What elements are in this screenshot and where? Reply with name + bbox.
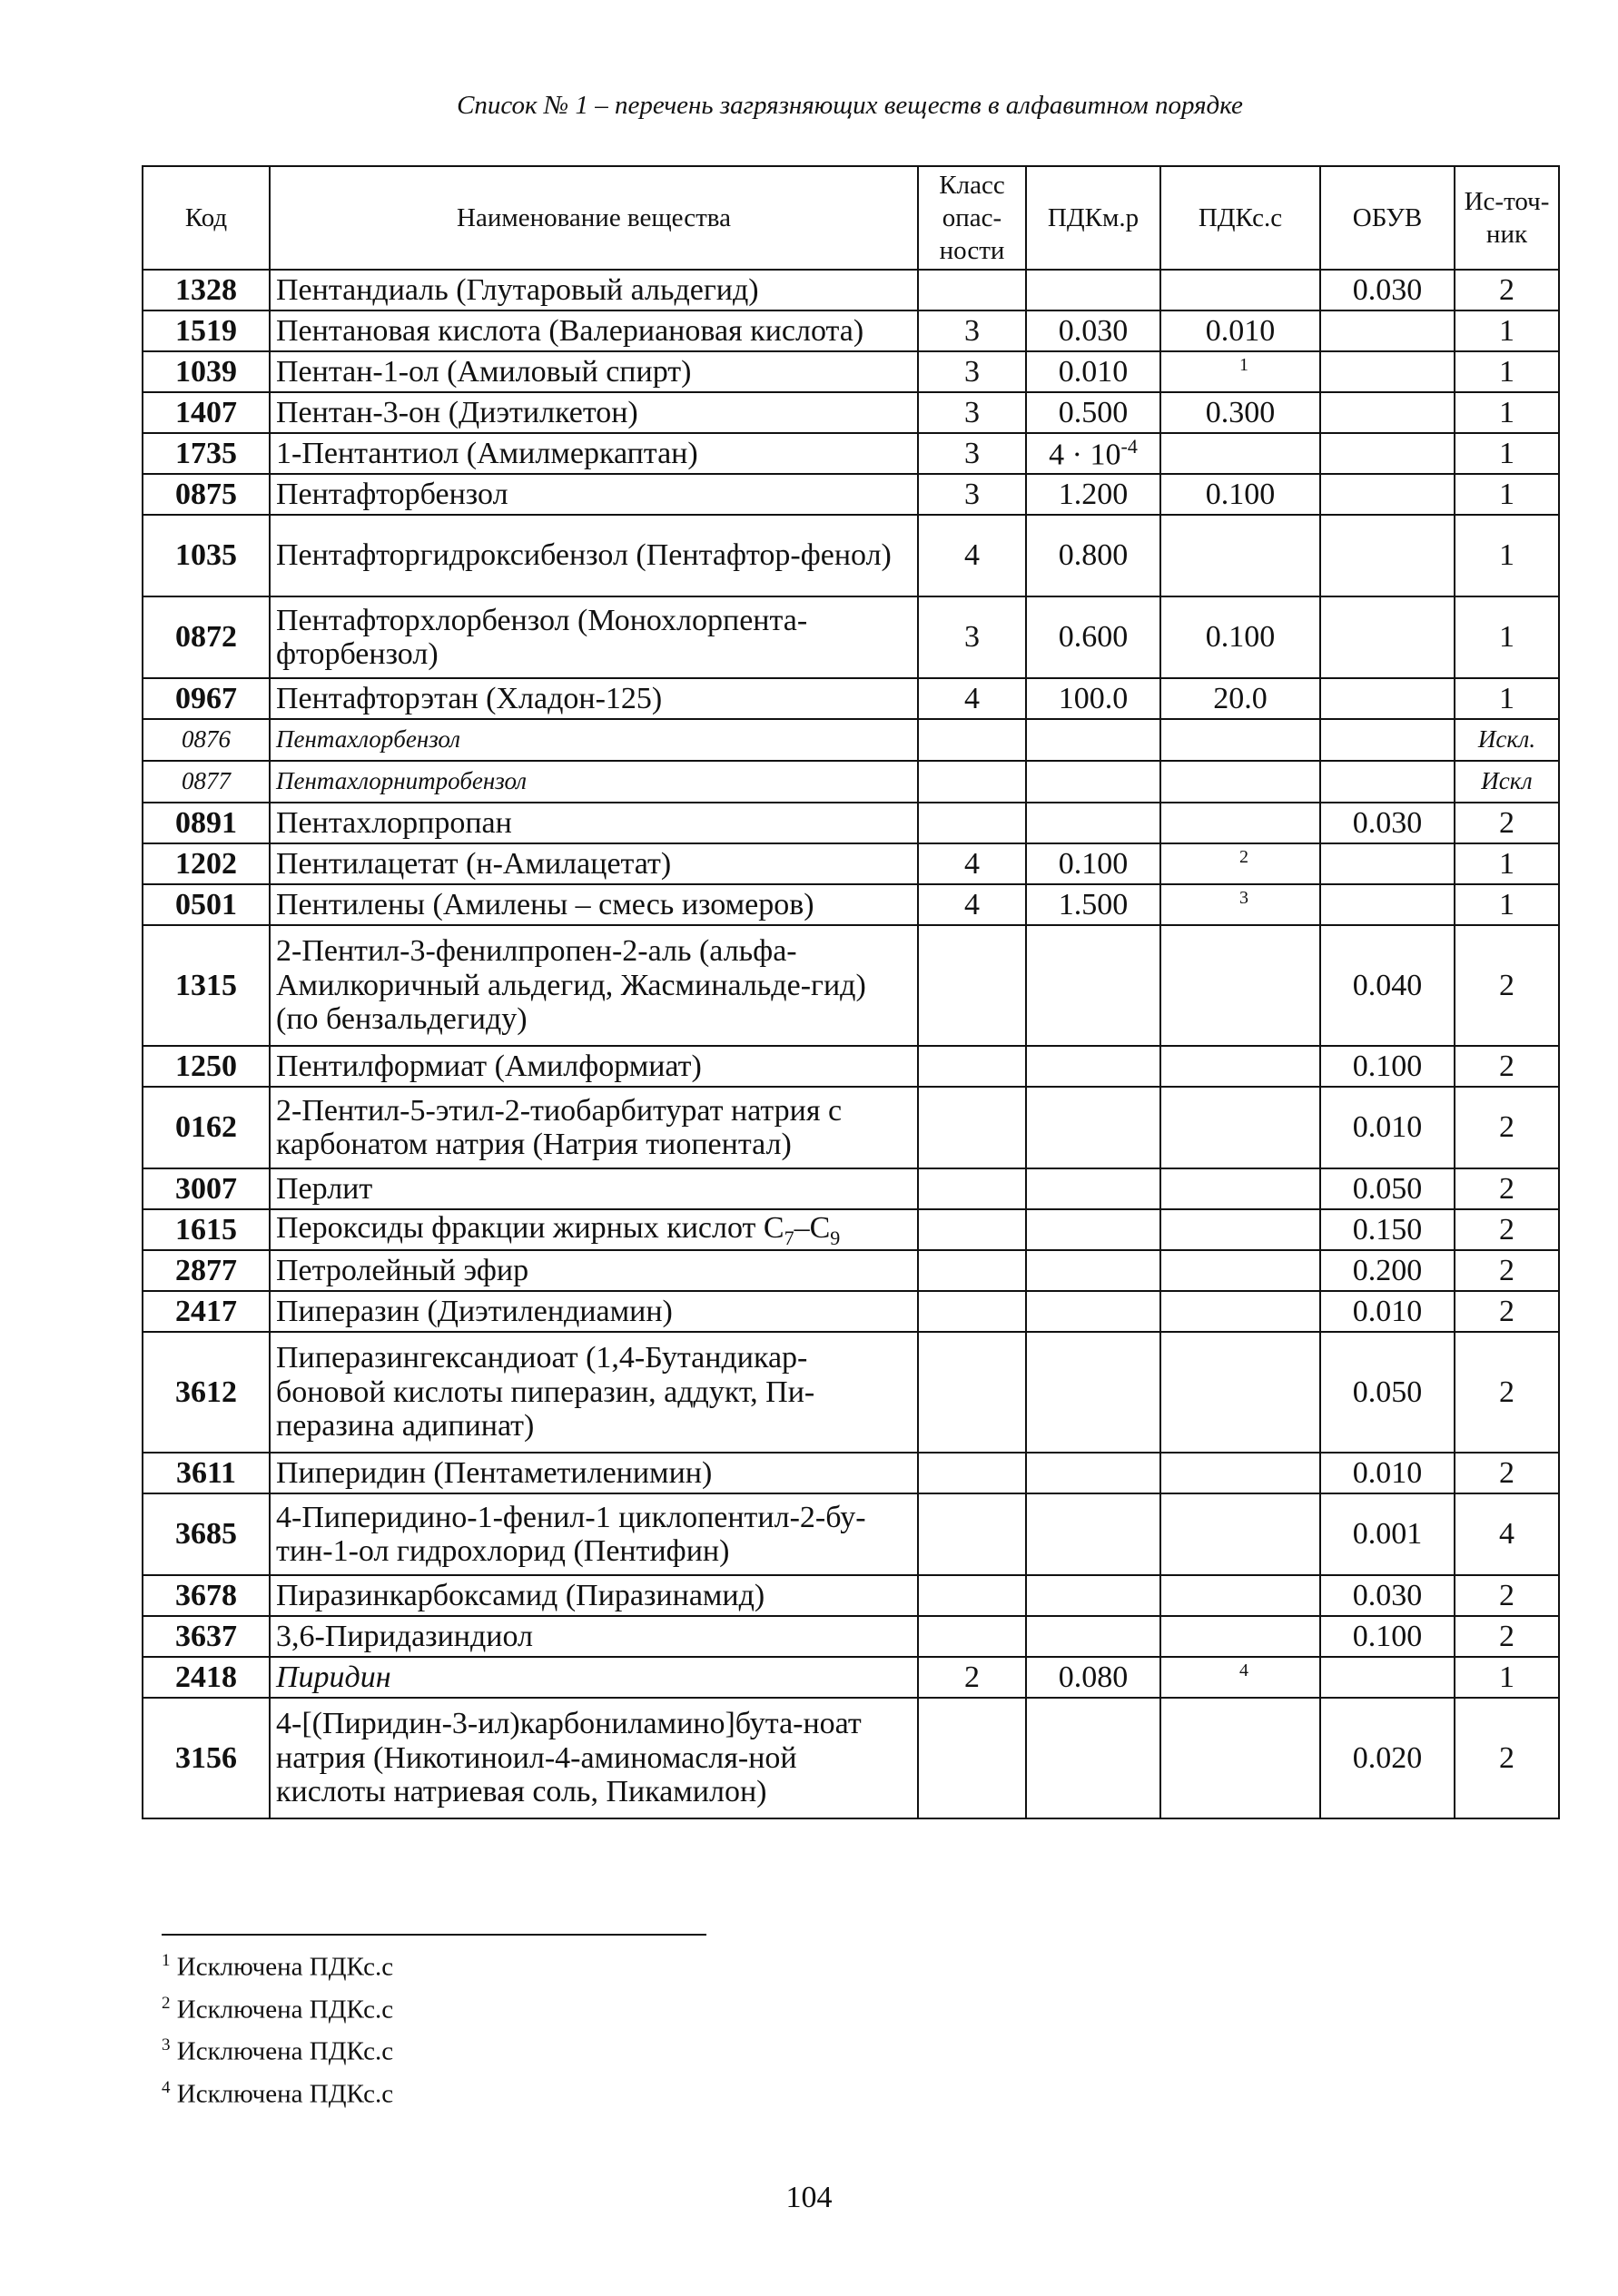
cell-code: 1039 (143, 351, 270, 392)
cell-pdk-ss (1160, 1250, 1320, 1291)
cell-source: 1 (1455, 1657, 1559, 1698)
cell-code: 2418 (143, 1657, 270, 1698)
cell-code: 1615 (143, 1209, 270, 1250)
cell-obuv: 0.030 (1320, 1575, 1455, 1616)
cell-name: 4-[(Пиридин-3-ил)карбониламино]бута-ноат натрия (Никотиноил-4-аминомасля-ной кислоты натриевая соль, Пикамилон) (270, 1698, 918, 1818)
cell-code: 1315 (143, 925, 270, 1046)
cell-source: 2 (1455, 1698, 1559, 1818)
cell-source: 2 (1455, 1250, 1559, 1291)
cell-code: 0875 (143, 474, 270, 515)
cell-obuv: 0.010 (1320, 1087, 1455, 1168)
cell-name: Пентилены (Амилены – смесь изомеров) (270, 884, 918, 925)
cell-code: 3611 (143, 1453, 270, 1493)
cell-hazard-class: 4 (918, 515, 1026, 596)
cell-pdk-ss: 0.010 (1160, 310, 1320, 351)
cell-obuv (1320, 310, 1455, 351)
cell-source: 2 (1455, 1332, 1559, 1453)
cell-obuv (1320, 474, 1455, 515)
cell-pdk-mr (1026, 1291, 1160, 1332)
footnote (162, 2027, 393, 2070)
table-row (143, 596, 1559, 678)
cell-hazard-class (918, 719, 1026, 761)
table-row (143, 925, 1559, 1046)
cell-source: 1 (1455, 678, 1559, 719)
cell-hazard-class (918, 761, 1026, 803)
cell-code: 0877 (143, 761, 270, 803)
cell-obuv: 0.030 (1320, 270, 1455, 310)
substances-table (142, 165, 1560, 1819)
cell-pdk-mr (1026, 1250, 1160, 1291)
cell-code: 0891 (143, 803, 270, 843)
cell-source: Искл. (1455, 719, 1559, 761)
cell-code: 1035 (143, 515, 270, 596)
pdk-mr-mantissa: 4 · 10 (1049, 437, 1121, 471)
cell-name: Пиперазингександиоат (1,4-Бутандикар-боновой кислоты пиперазин, аддукт, Пи-перазина адипинат) (270, 1332, 918, 1453)
name-subscript: 7 (784, 1226, 794, 1249)
cell-pdk-ss (1160, 1291, 1320, 1332)
footnote (162, 1986, 393, 2028)
cell-hazard-class (918, 1575, 1026, 1616)
cell-source: 1 (1455, 884, 1559, 925)
footnote-ref: 2 (1239, 846, 1248, 867)
cell-name: Пентафторэтан (Хладон-125) (270, 678, 918, 719)
cell-pdk-ss (1160, 1087, 1320, 1168)
table-row (143, 1453, 1559, 1493)
table-row (143, 270, 1559, 310)
cell-source: 2 (1455, 1575, 1559, 1616)
cell-pdk-mr: 0.800 (1026, 515, 1160, 596)
cell-name: Пиразинкарбоксамид (Пиразинамид) (270, 1575, 918, 1616)
table-header-row (143, 166, 1559, 270)
cell-obuv (1320, 596, 1455, 678)
cell-code: 3156 (143, 1698, 270, 1818)
cell-pdk-mr (1026, 1616, 1160, 1657)
cell-name: Пентан-1-ол (Амиловый спирт) (270, 351, 918, 392)
cell-obuv (1320, 1657, 1455, 1698)
header-name: Наименование вещества (270, 166, 918, 270)
cell-source: 2 (1455, 925, 1559, 1046)
cell-hazard-class: 3 (918, 310, 1026, 351)
table-row (143, 515, 1559, 596)
cell-code: 1250 (143, 1046, 270, 1087)
table-row (143, 1168, 1559, 1209)
footnote-ref: 4 (1239, 1660, 1248, 1680)
cell-obuv: 0.150 (1320, 1209, 1455, 1250)
cell-pdk-mr (1026, 925, 1160, 1046)
cell-obuv (1320, 392, 1455, 433)
footnote-divider (162, 1934, 706, 1936)
cell-name: Пиперазин (Диэтилендиамин) (270, 1291, 918, 1332)
cell-name: Пентилацетат (н-Амилацетат) (270, 843, 918, 884)
cell-hazard-class: 3 (918, 474, 1026, 515)
cell-pdk-mr: 0.030 (1026, 310, 1160, 351)
cell-pdk-ss (1160, 1209, 1320, 1250)
cell-pdk-ss (1160, 803, 1320, 843)
cell-hazard-class (918, 1087, 1026, 1168)
header-obuv: ОБУВ (1320, 166, 1455, 270)
cell-obuv: 0.040 (1320, 925, 1455, 1046)
cell-source: 2 (1455, 803, 1559, 843)
table-row (143, 761, 1559, 803)
cell-code: 3612 (143, 1332, 270, 1453)
cell-pdk-mr (1026, 1209, 1160, 1250)
cell-name: 2-Пентил-5-этил-2-тиобарбитурат натрия с карбонатом натрия (Натрия тиопентал) (270, 1087, 918, 1168)
cell-pdk-mr (1026, 270, 1160, 310)
table-row (143, 803, 1559, 843)
cell-obuv (1320, 884, 1455, 925)
cell-code: 1519 (143, 310, 270, 351)
footnote-ref: 1 (1239, 354, 1248, 375)
cell-name: 1-Пентантиол (Амилмеркаптан) (270, 433, 918, 474)
cell-obuv: 0.020 (1320, 1698, 1455, 1818)
cell-source: 2 (1455, 1087, 1559, 1168)
table-row (143, 392, 1559, 433)
cell-obuv (1320, 761, 1455, 803)
footnote-number: 3 (162, 2035, 171, 2055)
cell-hazard-class (918, 1453, 1026, 1493)
cell-name: Пентахлорнитробензол (270, 761, 918, 803)
cell-code: 1328 (143, 270, 270, 310)
cell-code: 2417 (143, 1291, 270, 1332)
cell-hazard-class (918, 1291, 1026, 1332)
cell-code: 3637 (143, 1616, 270, 1657)
cell-pdk-ss (1160, 1657, 1320, 1698)
cell-name: Петролейный эфир (270, 1250, 918, 1291)
cell-name: Пиперидин (Пентаметиленимин) (270, 1453, 918, 1493)
cell-source: Искл (1455, 761, 1559, 803)
cell-name: Пентахлорпропан (270, 803, 918, 843)
cell-code: 0162 (143, 1087, 270, 1168)
cell-name: 4-Пиперидино-1-фенил-1 циклопентил-2-бу-тин-1-ол гидрохлорид (Пентифин) (270, 1493, 918, 1575)
cell-pdk-mr (1026, 1168, 1160, 1209)
table-row (143, 1087, 1559, 1168)
cell-hazard-class (918, 1698, 1026, 1818)
cell-name: 2-Пентил-3-фенилпропен-2-аль (альфа-Амилкоричный альдегид, Жасминальде-гид) (по бензальдегиду) (270, 925, 918, 1046)
cell-pdk-mr (1026, 719, 1160, 761)
cell-name: 3,6-Пиридазиндиол (270, 1616, 918, 1657)
cell-source: 1 (1455, 351, 1559, 392)
cell-name: Пентандиаль (Глутаровый альдегид) (270, 270, 918, 310)
cell-code: 1735 (143, 433, 270, 474)
footnote (162, 2070, 393, 2113)
cell-pdk-ss (1160, 433, 1320, 474)
cell-source: 1 (1455, 392, 1559, 433)
cell-hazard-class: 2 (918, 1657, 1026, 1698)
cell-pdk-ss (1160, 761, 1320, 803)
cell-pdk-ss: 0.100 (1160, 474, 1320, 515)
cell-name: Пентановая кислота (Валериановая кислота) (270, 310, 918, 351)
cell-name (270, 1209, 918, 1250)
footnote-text: Исключена ПДКс.с (176, 1952, 394, 1982)
cell-pdk-ss (1160, 884, 1320, 925)
cell-obuv: 0.050 (1320, 1332, 1455, 1453)
cell-code: 3685 (143, 1493, 270, 1575)
cell-hazard-class (918, 1046, 1026, 1087)
cell-obuv (1320, 351, 1455, 392)
cell-pdk-ss (1160, 270, 1320, 310)
cell-pdk-mr (1026, 433, 1160, 474)
cell-code: 1407 (143, 392, 270, 433)
cell-pdk-mr: 1.200 (1026, 474, 1160, 515)
cell-name: Перлит (270, 1168, 918, 1209)
name-text-mid: –C (794, 1210, 831, 1245)
cell-pdk-mr (1026, 1698, 1160, 1818)
table-row (143, 1493, 1559, 1575)
cell-obuv: 0.030 (1320, 803, 1455, 843)
table-row (143, 351, 1559, 392)
cell-hazard-class: 3 (918, 596, 1026, 678)
cell-pdk-ss (1160, 925, 1320, 1046)
table-row (143, 1616, 1559, 1657)
cell-obuv (1320, 843, 1455, 884)
cell-pdk-ss (1160, 843, 1320, 884)
cell-obuv (1320, 678, 1455, 719)
name-subscript: 9 (830, 1226, 841, 1249)
cell-pdk-mr (1026, 1046, 1160, 1087)
cell-pdk-ss: 0.100 (1160, 596, 1320, 678)
cell-pdk-ss (1160, 515, 1320, 596)
page-number: 104 (785, 2181, 833, 2214)
footnote-number: 2 (162, 1993, 171, 2013)
cell-pdk-mr: 0.500 (1026, 392, 1160, 433)
cell-hazard-class (918, 1209, 1026, 1250)
footnotes (162, 1943, 393, 2113)
cell-obuv: 0.010 (1320, 1291, 1455, 1332)
cell-pdk-mr (1026, 1575, 1160, 1616)
cell-pdk-mr (1026, 1332, 1160, 1453)
cell-source: 2 (1455, 1209, 1559, 1250)
footnote-text: Исключена ПДКс.с (176, 2079, 394, 2109)
cell-code: 0872 (143, 596, 270, 678)
page-title: Список № 1 – перечень загрязняющих веществ в алфавитном порядке (457, 91, 1243, 120)
footnote-number: 1 (162, 1951, 171, 1970)
cell-source: 2 (1455, 1168, 1559, 1209)
cell-source: 1 (1455, 474, 1559, 515)
cell-pdk-ss (1160, 351, 1320, 392)
table-row (143, 433, 1559, 474)
cell-hazard-class: 4 (918, 884, 1026, 925)
cell-name: Пентафторхлорбензол (Монохлорпента-фторбензол) (270, 596, 918, 678)
table-row (143, 843, 1559, 884)
table-row (143, 1291, 1559, 1332)
cell-code: 2877 (143, 1250, 270, 1291)
table-row (143, 1209, 1559, 1250)
cell-hazard-class: 3 (918, 351, 1026, 392)
footnote-text: Исключена ПДКс.с (176, 2036, 394, 2066)
cell-obuv: 0.100 (1320, 1616, 1455, 1657)
cell-source: 2 (1455, 1453, 1559, 1493)
cell-code: 0501 (143, 884, 270, 925)
cell-hazard-class (918, 925, 1026, 1046)
cell-pdk-mr (1026, 1087, 1160, 1168)
table-row (143, 1657, 1559, 1698)
footnote-number: 4 (162, 2077, 171, 2097)
cell-pdk-ss (1160, 1616, 1320, 1657)
cell-source: 2 (1455, 270, 1559, 310)
header-pdk-mr: ПДКм.р (1026, 166, 1160, 270)
cell-source: 1 (1455, 433, 1559, 474)
cell-name: Пентафторбензол (270, 474, 918, 515)
table-row (143, 474, 1559, 515)
cell-pdk-mr: 0.080 (1026, 1657, 1160, 1698)
header-code: Код (143, 166, 270, 270)
table-row (143, 1575, 1559, 1616)
cell-source: 1 (1455, 310, 1559, 351)
cell-obuv: 0.100 (1320, 1046, 1455, 1087)
table-row (143, 1698, 1559, 1818)
cell-pdk-ss (1160, 719, 1320, 761)
table-row (143, 310, 1559, 351)
cell-name: Пиридин (270, 1657, 918, 1698)
table-row (143, 1046, 1559, 1087)
cell-hazard-class: 3 (918, 392, 1026, 433)
table-row (143, 1250, 1559, 1291)
cell-source: 1 (1455, 843, 1559, 884)
cell-pdk-ss (1160, 1168, 1320, 1209)
table-row (143, 719, 1559, 761)
cell-pdk-mr (1026, 803, 1160, 843)
cell-hazard-class (918, 270, 1026, 310)
cell-pdk-ss (1160, 1046, 1320, 1087)
cell-obuv (1320, 433, 1455, 474)
cell-hazard-class (918, 1332, 1026, 1453)
cell-hazard-class (918, 1250, 1026, 1291)
cell-obuv: 0.200 (1320, 1250, 1455, 1291)
cell-pdk-ss: 0.300 (1160, 392, 1320, 433)
header-hazard-class: Класс опас-ности (918, 166, 1026, 270)
cell-hazard-class: 4 (918, 678, 1026, 719)
table-row (143, 1332, 1559, 1453)
cell-code: 1202 (143, 843, 270, 884)
cell-pdk-ss (1160, 1332, 1320, 1453)
cell-source: 2 (1455, 1291, 1559, 1332)
cell-name: Пентилформиат (Амилформиат) (270, 1046, 918, 1087)
cell-source: 1 (1455, 515, 1559, 596)
cell-source: 2 (1455, 1046, 1559, 1087)
cell-pdk-ss: 20.0 (1160, 678, 1320, 719)
table-row (143, 884, 1559, 925)
cell-hazard-class (918, 1168, 1026, 1209)
footnote-text: Исключена ПДКс.с (176, 1995, 394, 2025)
cell-pdk-mr (1026, 1493, 1160, 1575)
footnote-ref: 3 (1239, 887, 1248, 908)
cell-code: 3007 (143, 1168, 270, 1209)
cell-name: Пентафторгидроксибензол (Пентафтор-фенол) (270, 515, 918, 596)
cell-pdk-ss (1160, 1493, 1320, 1575)
cell-obuv: 0.050 (1320, 1168, 1455, 1209)
cell-source: 1 (1455, 596, 1559, 678)
cell-pdk-mr: 0.010 (1026, 351, 1160, 392)
cell-pdk-mr (1026, 1453, 1160, 1493)
cell-pdk-mr: 0.600 (1026, 596, 1160, 678)
cell-pdk-mr: 0.100 (1026, 843, 1160, 884)
cell-pdk-ss (1160, 1453, 1320, 1493)
cell-name: Пентан-3-он (Диэтилкетон) (270, 392, 918, 433)
cell-hazard-class (918, 803, 1026, 843)
cell-obuv (1320, 515, 1455, 596)
cell-pdk-mr: 100.0 (1026, 678, 1160, 719)
cell-hazard-class: 4 (918, 843, 1026, 884)
table-row (143, 678, 1559, 719)
pdk-mr-exponent: -4 (1120, 434, 1138, 458)
cell-pdk-ss (1160, 1698, 1320, 1818)
header-pdk-ss: ПДКс.с (1160, 166, 1320, 270)
cell-name: Пентахлорбензол (270, 719, 918, 761)
cell-obuv: 0.001 (1320, 1493, 1455, 1575)
cell-source: 4 (1455, 1493, 1559, 1575)
footnote (162, 1943, 393, 1986)
name-text: Пероксиды фракции жирных кислот C (276, 1210, 784, 1245)
cell-code: 0876 (143, 719, 270, 761)
cell-code: 0967 (143, 678, 270, 719)
cell-hazard-class (918, 1616, 1026, 1657)
cell-pdk-mr: 1.500 (1026, 884, 1160, 925)
cell-hazard-class (918, 1493, 1026, 1575)
header-source: Ис-точ-ник (1455, 166, 1559, 270)
cell-pdk-ss (1160, 1575, 1320, 1616)
cell-code: 3678 (143, 1575, 270, 1616)
cell-obuv: 0.010 (1320, 1453, 1455, 1493)
cell-pdk-mr (1026, 761, 1160, 803)
cell-source: 2 (1455, 1616, 1559, 1657)
cell-obuv (1320, 719, 1455, 761)
cell-hazard-class: 3 (918, 433, 1026, 474)
